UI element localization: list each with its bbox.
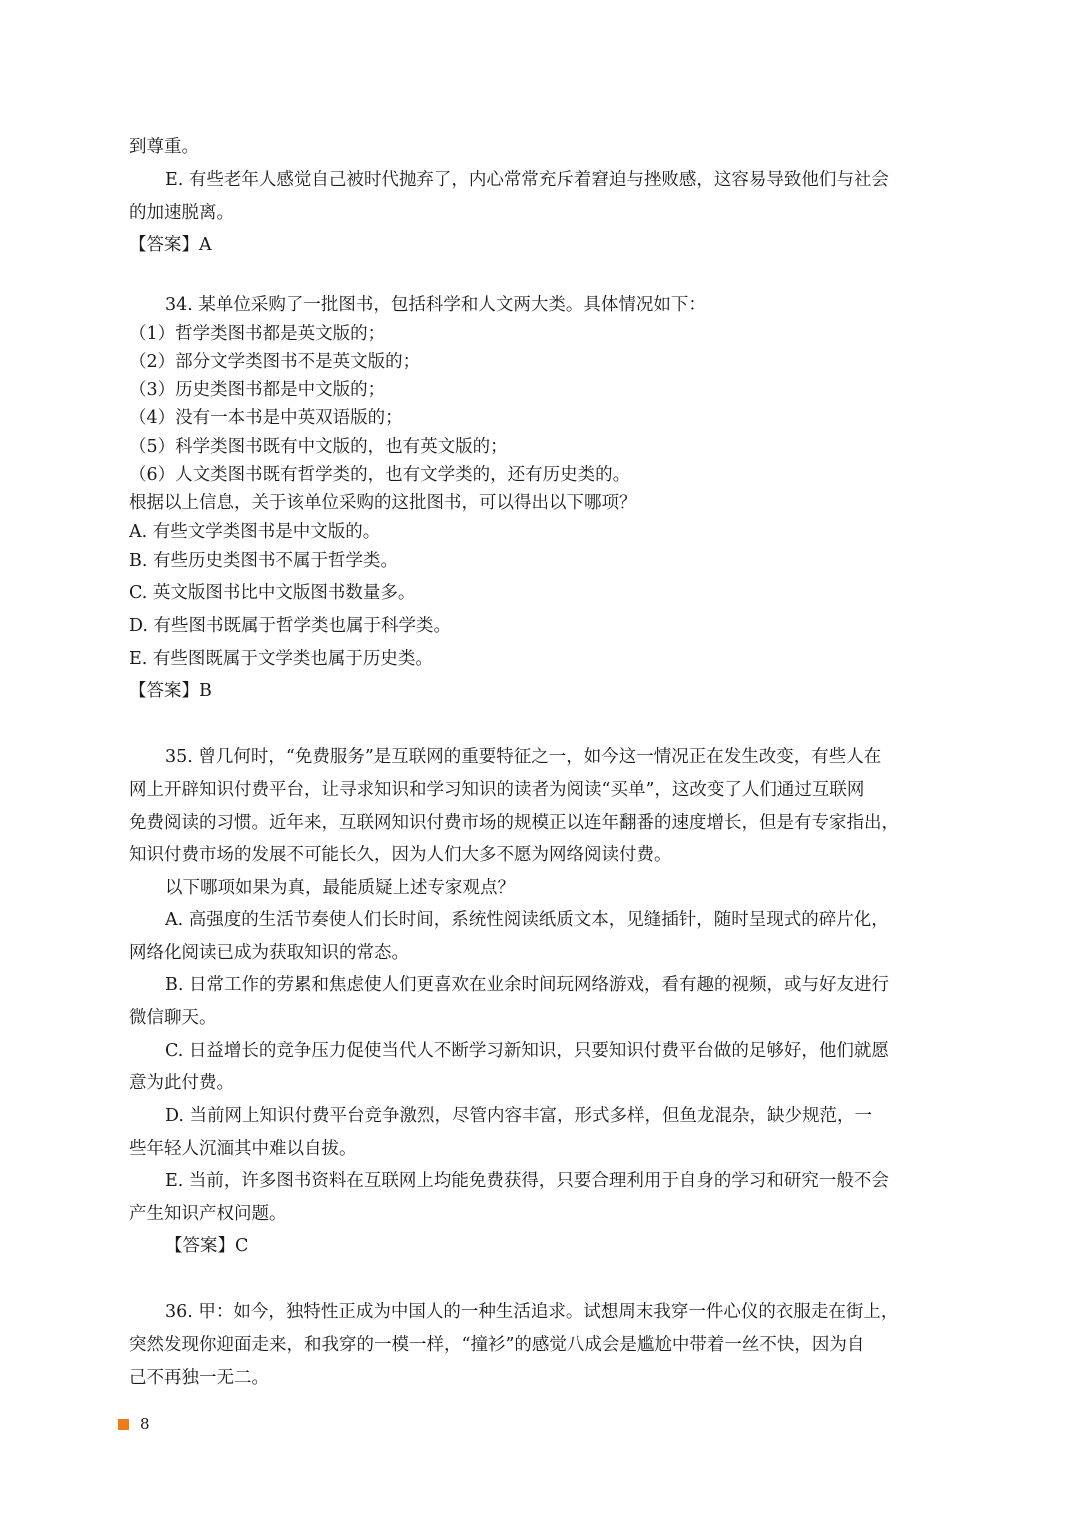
text-line: 产生知识产权问题。	[129, 1204, 287, 1224]
condition-6: （6）人文类图书既有哲学类的，也有文学类的，还有历史类的。	[129, 465, 631, 485]
option-e-line: E. 有些老年人感觉自己被时代抛弃了，内心常常充斥着窘迫与挫败感，这容易导致他们与社会	[165, 170, 889, 190]
option-b: B. 有些历史类图书不属于哲学类。	[129, 551, 398, 571]
answer-line: 【答案】A	[129, 235, 212, 255]
text-line: 些年轻人沉湎其中难以自拔。	[129, 1139, 357, 1159]
question-34-stem: 34. 某单位采购了一批图书，包括科学和人文两大类。具体情况如下：	[165, 295, 706, 315]
question-34-prompt: 根据以上信息，关于该单位采购的这批图书，可以得出以下哪项？	[129, 493, 637, 513]
condition-1: （1）哲学类图书都是英文版的；	[129, 324, 386, 344]
option-c: C. 日益增长的竞争压力促使当代人不断学习新知识，只要知识付费平台做的足够好，他们就愿	[165, 1041, 889, 1061]
condition-4: （4）没有一本书是中英双语版的；	[129, 408, 403, 428]
option-d: D. 当前网上知识付费平台竞争激烈，尽管内容丰富，形式多样，但鱼龙混杂，缺少规范，一	[165, 1106, 873, 1126]
option-b: B. 日常工作的劳累和焦虑使人们更喜欢在业余时间玩网络游戏，看有趣的视频，或与好友进行	[165, 975, 889, 995]
question-35-stem: 35. 曾几何时，“免费服务”是互联网的重要特征之一，如今这一情况正在发生改变，有些人在	[165, 747, 882, 767]
answer-line: 【答案】B	[129, 681, 212, 701]
page-marker-icon	[118, 1419, 129, 1430]
option-e: E. 当前，许多图书资料在互联网上均能免费获得，只要合理利用于自身的学习和研究一般不会	[165, 1171, 889, 1191]
text-line: 突然发现你迎面走来，和我穿的一模一样，“撞衫”的感觉八成会是尴尬中带着一丝不快，因为自	[129, 1335, 865, 1355]
text-line: 知识付费市场的发展不可能长久，因为人们大多不愿为网络阅读付费。	[129, 845, 672, 865]
option-d: D. 有些图书既属于哲学类也属于科学类。	[129, 616, 452, 636]
option-c: C. 英文版图书比中文版图书数量多。	[129, 583, 416, 603]
text-line: 微信聊天。	[129, 1008, 217, 1028]
page-number: 8	[140, 1415, 150, 1433]
option-a: A. 有些文学类图书是中文版的。	[129, 522, 381, 542]
option-a: A. 高强度的生活节奏使人们长时间，系统性阅读纸质文本，见缝插针，随时呈现式的碎片化，	[165, 910, 889, 930]
text-line: 免费阅读的习惯。近年来，互联网知识付费市场的规模正以连年翻番的速度增长，但是有专家指出，	[129, 813, 899, 833]
condition-3: （3）历史类图书都是中文版的；	[129, 380, 386, 400]
text-line: 网上开辟知识付费平台，让寻求知识和学习知识的读者为阅读“买单”，这改变了人们通过互联网	[129, 780, 865, 800]
option-e: E. 有些图既属于文学类也属于历史类。	[129, 649, 433, 669]
text-line: 己不再独一无二。	[129, 1368, 269, 1388]
text-line: 到尊重。	[129, 137, 199, 157]
text-line: 网络化阅读已成为获取知识的常态。	[129, 943, 409, 963]
question-35-prompt: 以下哪项如果为真，最能质疑上述专家观点？	[165, 878, 515, 898]
condition-2: （2）部分文学类图书不是英文版的；	[129, 352, 421, 372]
answer-line: 【答案】C	[165, 1236, 249, 1256]
text-line: 的加速脱离。	[129, 203, 234, 223]
question-36-stem: 36. 甲：如今，独特性正成为中国人的一种生活追求。试想周末我穿一件心仪的衣服走在街上，	[165, 1302, 899, 1322]
text-line: 意为此付费。	[129, 1073, 234, 1093]
condition-5: （5）科学类图书既有中文版的，也有英文版的；	[129, 437, 508, 457]
